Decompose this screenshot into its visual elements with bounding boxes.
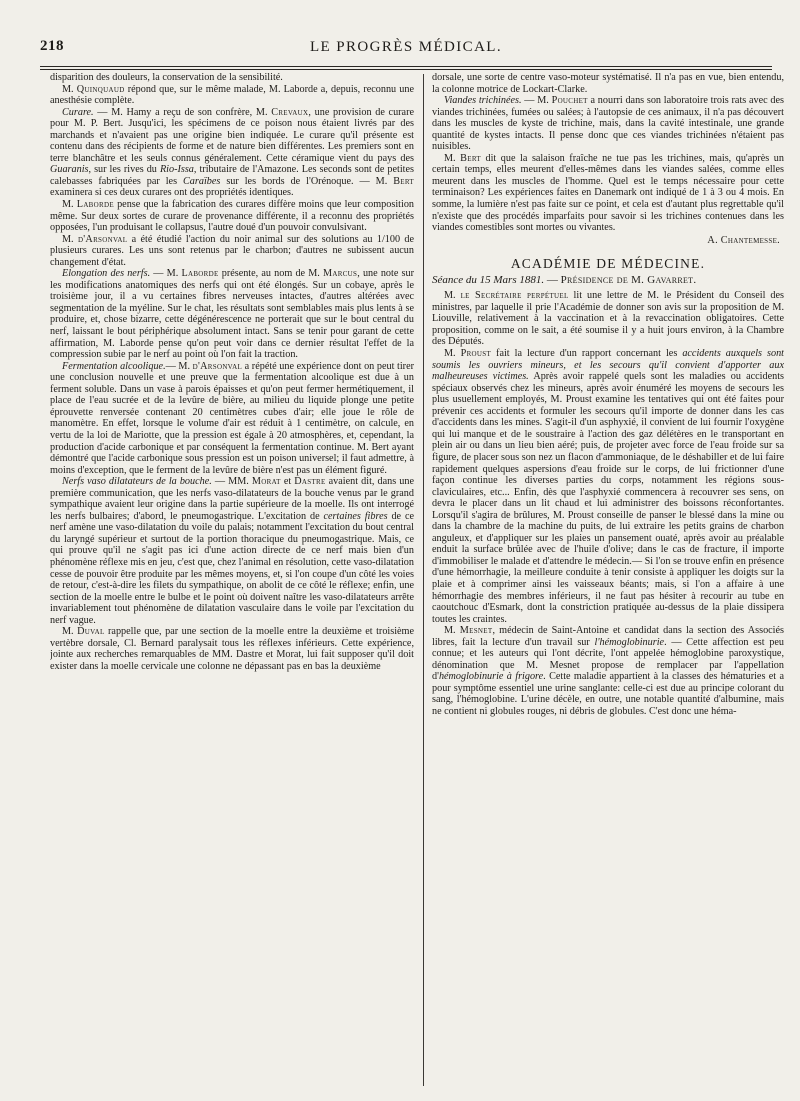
text-run: , sur les rives du xyxy=(88,164,160,176)
text-run: hémoglobinurie à frigore xyxy=(438,671,544,683)
text-run: accidents auxquels sont soumis les ouvriers mineurs, et les secours qu'il convient d'apporter aux malheureuses victimes. xyxy=(432,348,784,383)
paragraph xyxy=(50,107,414,199)
right-column xyxy=(432,72,784,1088)
text-run: rappelle que, par une section de la moelle entre la deuxième et troisième vertèbre dorsale, Cl. Bernard paralysait tous les réflexes inférieurs. Cette expérience, jointe aux recherches remarquables de MM. Dastre et Morat, lui fait supposer qu'il doit exister dans la moelle cervicale une colonne ne dépassant pas en bas la deuxième xyxy=(50,626,414,672)
text-run: Viandes trichinées. xyxy=(444,95,522,107)
text-run: — M. Hamy a reçu de son confrère, M. xyxy=(93,106,272,118)
header-rule-double xyxy=(40,69,772,70)
text-run: l'hémoglobinurie xyxy=(594,636,665,648)
author-signature: A. Chantemesse. xyxy=(707,234,780,246)
text-run: dit que la salaison fraîche ne tue pas les trichines, mais, qu'après un certain temps, elles meurent d'elles-mêmes dans les viandes salées, comme elles meurent dans les muscles de l'homme. Quel est le temps nécessaire pour cette terminaison? Les expériences faites en Danemark ont indiqué de 1 à 3 ou 4 mois. En somme, la lumière n'est pas faite sur ce point, et cela est d'autant plus regrettable qu'il n'existe que des procédés imparfaits pour savoir si les trichines contenues dans les viandes comestibles sont mortes ou vivantes. xyxy=(432,152,784,234)
text-run: et xyxy=(280,476,295,488)
text-run: — xyxy=(544,273,561,286)
paragraph xyxy=(50,268,414,360)
left-column xyxy=(50,72,414,1088)
text-run: Bert xyxy=(393,175,414,187)
text-run: M. xyxy=(62,199,77,211)
text-run: Après avoir rappelé quels sont les maladies ou accidents spéciaux observés chez les mineurs, après avoir énuméré les moyens de secours les plus usuellement employés, M. Proust examine les tentatives qui ont été faites pour prévenir ces accidents et formuler les secours qu'il importe de donner dans les cas d'accidents dans les mines. S'agit-il d'un asphyxié, il convient de lui fournir l'oxygène qui lui manque et de le soustraire à l'action des gaz délétères en le transportant en plein air ou dans un lieu bien aéré; puis, de projeter avec force de l'eau froide sur sa figure, de placer sous son nez un flacon d'ammoniaque, de le déshabiller et de lui faire rapidement quelques aspersions d'eau froide sur le corps, de lui frictionner d'une façon continue les diverses parties du corps, notamment les régions sous-claviculaires, etc... Enfin, dès que l'asphyxié commencera à recouvrer ses sens, on devra le placer dans un lit chaud et lui administrer des boissons réconfortantes. Lorsqu'il s'agira de brûlures, M. Proust conseille de panser le blessé dans la mine ou dans la chambre de la machine du puits, de lui extraire les petits grains de charbon anguleux, et d'appliquer sur les plaies un pansement ouaté, après avoir au préalable enduit la surface brûlée avec de l'huile d'olive; dans le cas de fracture, il importe d'immobiliser le malade et d'attendre le médecin.— Si l'on se trouve enfin en présence d'une hémorrhagie, la meilleure conduite à tenir consiste à appliquer les doigts sur la plaie et à comprimer ainsi les vaisseaux béants; mais, si l'on a affaire à une hémorrhagie des membres inférieurs, il ne faut pas hésiter à recourir au tube en caoutchouc d'Esmark, dont la constriction pratiquée au-dessus de la plaie dissipera toutes les craintes. xyxy=(432,371,784,625)
text-run: Proust xyxy=(460,348,492,360)
text-run: présente, au nom de M. xyxy=(218,268,324,280)
right-column-top-paragraphs xyxy=(432,72,784,234)
text-run: , une note sur les modifications anatomiques des nerfs qui ont été élongés. Sur un cobaye, après le troisième jour, il a vu certaines fibres nerveuses intactes, d'autres altérées avec segmentation de la myéline. Sur le chat, les résultats sont semblables mais plus lents à se produire, et, chose bizarre, cette dégénérescence ne porterait que sur le bout central du nerf, laissant le bout périphérique absolument intact. Sans se tenir pour garant de cette affirmation, M. Laborde pense qu'on peut voir dans ce dernier résultat l'effet de la compression subie par le nerf au point où l'on fait la traction. xyxy=(50,268,414,361)
text-run: Caraïbes xyxy=(183,175,221,187)
text-run: fait la lecture d'un rapport concernant les xyxy=(491,348,683,360)
text-run: M. xyxy=(62,83,77,95)
text-run: , une provision de curare pour M. P. Bert. Jusqu'ici, les spécimens de ce poison nous étaient livrés par des marchands et n'avaient pas une origine bien indiquée. Le curare qu'il présente est contenu dans des récipients de forme et de nature bien différentes. Les premiers sont en terre blanchâtre et les seuls connus généralement. Cette céramique vient du pays des xyxy=(50,106,414,164)
text-run: , médecin de Saint-Antoine et candidat dans la section des Associés libres, fait la lecture d'un travail sur xyxy=(432,625,784,648)
text-run: le Secrétaire perpétuel xyxy=(460,290,569,302)
text-run: Bert xyxy=(460,152,481,164)
header-rule xyxy=(40,66,772,67)
text-run: a été étudié l'action du noir animal sur des solutions au 1/100 de plusieurs curares. Les uns sont retenus par le charbon; d'autres ne subissent aucun changement d'état. xyxy=(50,233,414,268)
paragraph xyxy=(50,199,414,234)
text-run: Marcus xyxy=(323,268,358,280)
text-run: — M. xyxy=(165,360,193,372)
right-column-bottom-paragraphs xyxy=(432,290,784,717)
column-divider xyxy=(423,74,424,1086)
text-run: . — Cette affection est peu connue; et les auteurs qui l'ont décrite, l'ont appelée hémoglobine paroxystique, dénomination que M. Mesnet propose de remplacer par l'appellation d' xyxy=(432,636,784,683)
text-run: avaient dit, dans une première communication, que les nerfs vaso-dilatateurs de la bouche venus par le grand sympathique avaient leur origine dans la partie supérieure de la moelle. Ils ont interrogé les nerfs bulbaires; d'abord, le pneumogastrique. L'excitation de xyxy=(50,476,414,522)
text-run: a répété une expérience dont on peut tirer une conclusion nouvelle et une preuve que la fermentation alcoolique est due à un ferment soluble. Dans un vase à parois épaisses et qu'on peut fermer hermétiquement, il place de l'eau sucrée et de la levûre de bière, au milieu du liquide plonge une petite éprouvette renversée contenant 20 centimètres cubes d'air; elle joue le rôle de manomètre. En effet, lorsque le volume d'air est réduit à 1 centimètre, on calcule, en vertu de la loi de Mariotte, que la pression est égale à 20 atmosphères, et, cependant, la production d'acide carbonique et par conséquent la fermentation continue. M. Bert ayant démontré que l'acide carbonique sous pression est un poison universel; il faut admettre, à moins d'exception, que le ferment de la levûre de bière n'est pas un élément figuré. xyxy=(50,360,414,476)
page-number: 218 xyxy=(40,38,64,54)
text-run: M. xyxy=(444,348,461,360)
text-run: d'Arsonval xyxy=(192,360,243,372)
text-run: Curare. xyxy=(62,106,94,118)
text-run: Duval xyxy=(77,626,105,638)
paragraph xyxy=(432,348,784,625)
text-run: Fermentation alcoolique. xyxy=(62,360,166,372)
text-run: Mesnet xyxy=(459,625,493,637)
text-run: M. xyxy=(444,290,461,302)
paragraph xyxy=(432,95,784,153)
text-run: examinera si ces deux curares ont des propriétés identiques. xyxy=(50,187,294,199)
text-run: sur les bords de l'Orénoque. — M. xyxy=(220,175,394,187)
paragraph xyxy=(432,625,784,717)
paragraph xyxy=(50,84,414,107)
paragraph xyxy=(50,476,414,626)
text-run: de ce nerf amène une vaso-dilatation du voile du palais; notamment l'excitation du bout central du laryngé supérieur et surtout de la portion thoracique du pneumogastrique. Mais, ce qui prouve qu'il ne s'agit pas ici d'une action directe de ce nerf mais bien d'un phénomène réflexe mis en jeu, c'est que, chez l'animal en résolution, cette vaso-dilatation cesse de pouvoir être produite par les mêmes moyens, et, si l'on coupe d'un côté les voies de retour, c'est-à-dire les filets du sympathique, on abolit de ce côté le réflexe; enfin, une section de la moelle entre le bulbe et le point où doivent naître les vaso-dilatateurs arrête invariablement tout phénomène de dilatation vasculaire dans le voile par l'excitation du nerf vague. xyxy=(50,510,414,626)
paragraph xyxy=(432,153,784,234)
text-run: Présidence de M. Gavarret. xyxy=(560,273,697,286)
seance-line xyxy=(432,275,784,287)
text-run: , tributaire de l'Amazone. Les seconds sont de petites calebasses fabriquées par les xyxy=(50,164,414,187)
text-run: — M. xyxy=(521,95,552,107)
text-run: disparition des douleurs, la conservation de la sensibilité. xyxy=(50,72,283,83)
paragraph xyxy=(432,290,784,348)
text-run: — MM. xyxy=(211,476,252,488)
text-run: Guaranis xyxy=(50,164,89,176)
text-run: Laborde xyxy=(76,199,114,211)
text-run: M. xyxy=(444,625,460,637)
text-run: Morat xyxy=(251,476,281,488)
text-run: lit une lettre de M. le Président du Conseil des ministres, par laquelle il prie l'Académie de donner son avis sur la proposition de M. Liouville, relativement à la vaccination et à la revaccination obligatoires. Cette proposition, comme on le sait, a été soumise il y a huit jours environ, à la Chambre des Députés. xyxy=(432,290,784,348)
text-run: dorsale, une sorte de centre vaso-moteur systématisé. Il n'a pas en vue, bien entendu, la colonne motrice de Lockart-Clarke. xyxy=(432,72,784,95)
text-run: — M. xyxy=(150,268,182,280)
text-run: Pouchet xyxy=(551,95,588,107)
text-run: Laborde xyxy=(181,268,219,280)
text-run: répond que, sur le même malade, M. Laborde a, depuis, reconnu une anesthésie complète. xyxy=(50,83,414,107)
text-run: d'Arsonval xyxy=(77,233,128,245)
paragraph xyxy=(50,72,414,84)
paragraph xyxy=(50,234,414,269)
running-title: LE PROGRÈS MÉDICAL. xyxy=(309,39,503,55)
text-run: Nerfs vaso dilatateurs de la bouche. xyxy=(62,476,212,488)
text-run: M. xyxy=(62,626,78,638)
section-heading: ACADÉMIE DE MÉDECINE. xyxy=(510,256,706,272)
text-run: M. xyxy=(444,152,461,164)
page-header xyxy=(40,38,772,62)
paragraph xyxy=(50,361,414,476)
paragraph xyxy=(50,626,414,672)
text-run: . Cette maladie appartient à la classes des hématuries et a pour symptôme essentiel une urine sanglante: celle-ci est due au principe colorant du sang, l'hémoglobine. L'urine décèle, en outre, une notable quantité d'albumine, mais ne contient ni globules rouges, ni débris de globules. C'est donc une héma- xyxy=(432,671,784,717)
text-run: pense que la fabrication des curares diffère moins que leur composition même. Sur deux sortes de curare de provenance différente, il a reconnu des propriétés opposées, l'un produisant le collapsus, l'autre doué d'un pouvoir convulsivant. xyxy=(50,199,414,234)
text-run: Crevaux xyxy=(271,106,309,118)
text-run: M. xyxy=(62,233,78,245)
text-run: a nourri dans son laboratoire trois rats avec des viandes trichinées, fumées ou salées; à l'autopsie de ces animaux, il n'a pas découvert dans les muscles de kyste de trichine, mais, dans la cavité intestinale, une grande quantité de kystes intacts. Il pense donc que ces viandes trichinées n'étaient pas nuisibles. xyxy=(432,95,784,153)
text-run: Rio-Issa xyxy=(159,164,194,176)
text-run: Quinquaud xyxy=(76,83,125,95)
paragraph xyxy=(432,72,784,95)
text-run: Elongation des nerfs. xyxy=(62,268,151,280)
text-run: certaines fibres xyxy=(323,510,388,522)
text-run: Dastre xyxy=(294,476,326,488)
text-run: Séance du 15 Mars 1881. xyxy=(432,273,545,286)
